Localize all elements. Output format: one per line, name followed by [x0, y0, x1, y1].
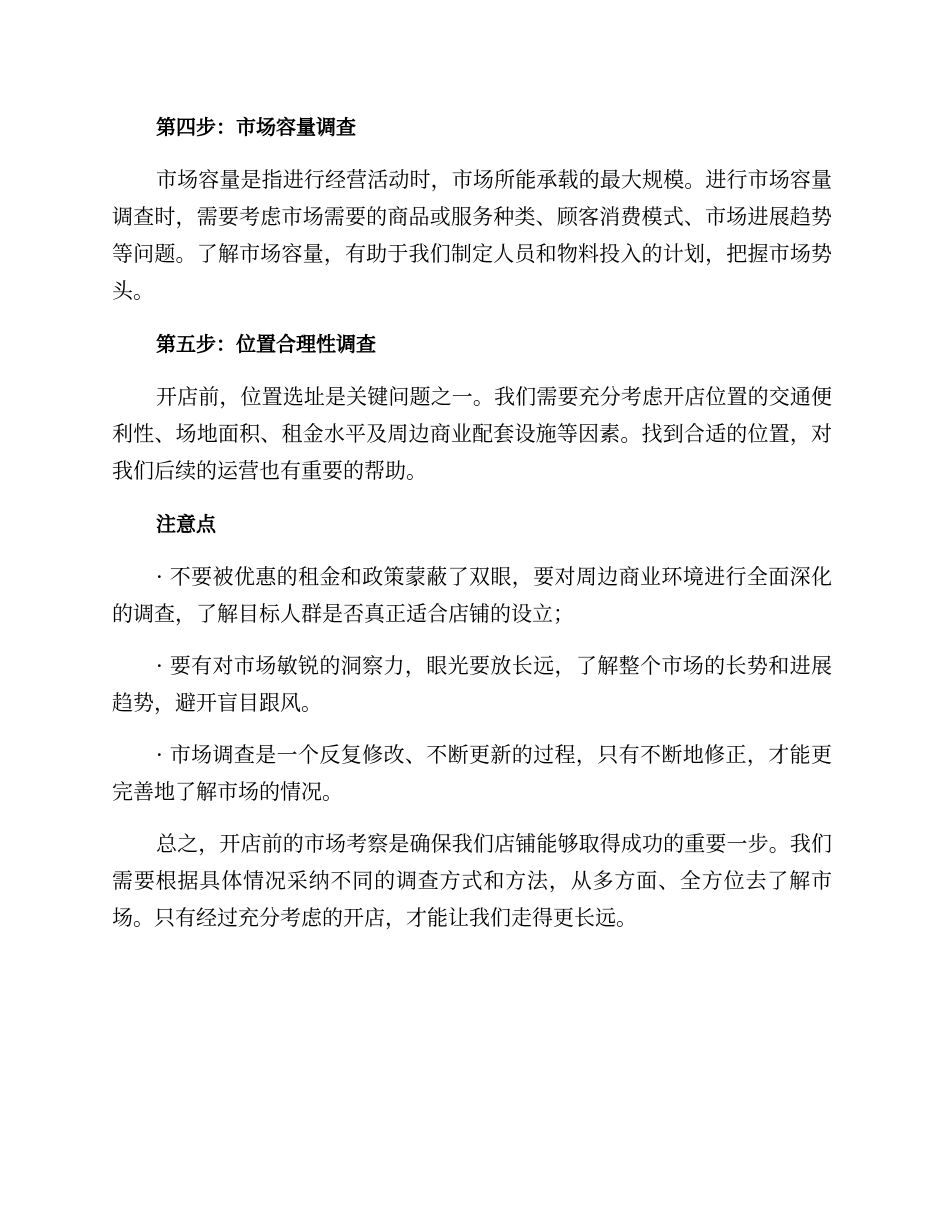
note-item-3: · 市场调查是一个反复修改、不断更新的过程，只有不断地修正，才能更完善地了解市场的情况。 — [112, 743, 832, 804]
note-item-2: · 要有对市场敏锐的洞察力，眼光要放长远，了解整个市场的长势和进展趋势，避开盲目跟风。 — [112, 654, 832, 715]
note-item-1: · 不要被优惠的租金和政策蒙蔽了双眼，要对周边商业环境进行全面深化的调查，了解目标人群是否真正适合店铺的设立； — [112, 565, 832, 626]
section-heading-step4: 第四步：市场容量调查 — [156, 115, 356, 139]
section-paragraph-step5: 开店前，位置选址是关键问题之一。我们需要充分考虑开店位置的交通便利性、场地面积、租金水平及周边商业配套设施等因素。找到合适的位置，对我们后续的运营也有重要的帮助。 — [112, 385, 832, 483]
notes-heading: 注意点 — [156, 512, 216, 536]
section-heading-step5: 第五步：位置合理性调查 — [156, 332, 376, 356]
section-paragraph-step4: 市场容量是指进行经营活动时，市场所能承载的最大规模。进行市场容量调查时，需要考虑市场需要的商品或服务种类、顾客消费模式、市场进展趋势等问题。了解市场容量，有助于我们制定人员和物料投入的计划，把握市场势头。 — [112, 168, 832, 303]
conclusion-paragraph: 总之，开店前的市场考察是确保我们店铺能够取得成功的重要一步。我们需要根据具体情况采纳不同的调查方式和方法，从多方面、全方位去了解市场。只有经过充分考虑的开店，才能让我们走得更长远。 — [112, 832, 832, 930]
document-body — [112, 108, 832, 937]
